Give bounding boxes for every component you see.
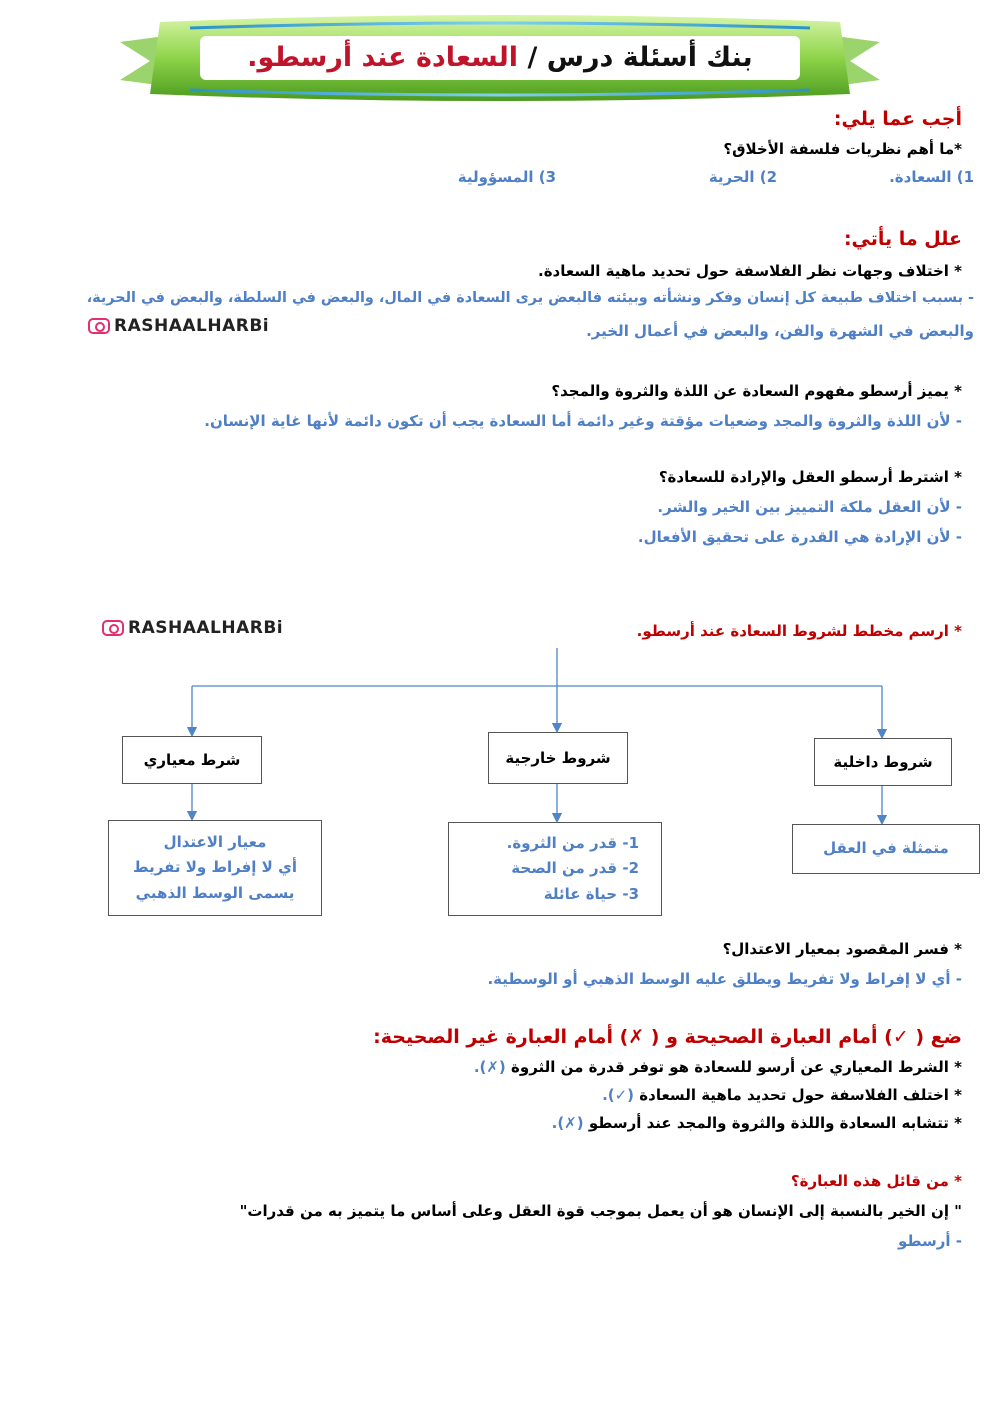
quote-text: " إن الخير بالنسبة إلى الإنسان هو أن يعمل بموجب قوة العقل وعلى أساس ما يتميز به من قدرات" bbox=[239, 1202, 962, 1220]
diagram-prompt: * ارسم مخطط لشروط السعادة عند أرسطو. bbox=[636, 622, 962, 640]
internal-description: متمثلة في العقل bbox=[792, 824, 980, 874]
reason-answer-1-line2: والبعض في الشهرة والفن، والبعض في أعمال الخير. bbox=[586, 322, 974, 340]
section2-heading: علل ما يأتي: bbox=[843, 228, 962, 250]
section1-question: *ما أهم نظريات فلسفة الأخلاق؟ bbox=[723, 140, 962, 158]
reason-question-3: * اشترط أرسطو العقل والإرادة للسعادة؟ bbox=[658, 468, 962, 486]
option-2: 2) الحرية bbox=[708, 168, 777, 186]
true-false-heading: ضع ( ✓) أمام العبارة الصحيحة و ( ✗) أمام العبارة غير الصحيحة: bbox=[373, 1026, 962, 1048]
mark-wrong-icon: (✗). bbox=[473, 1058, 506, 1076]
option-3: 3) المسؤولية bbox=[457, 168, 556, 186]
external-item-2: 2- قدر من الصحة bbox=[511, 859, 639, 878]
title-part2: السعادة عند أرسطو. bbox=[247, 42, 519, 73]
condition-standard: شرط معياري bbox=[122, 736, 262, 784]
reason-answer-3-line2: - لأن الإرادة هي القدرة على تحقيق الأفعال. bbox=[637, 528, 962, 546]
reason-question-1: * اختلاف وجهات نظر الفلاسفة حول تحديد ماهية السعادة. bbox=[538, 262, 962, 280]
reason-question-2: * يميز أرسطو مفهوم السعادة عن اللذة والثروة والمجد؟ bbox=[551, 382, 962, 400]
explain-question: * فسر المقصود بمعيار الاعتدال؟ bbox=[722, 940, 962, 958]
watermark-2: RASHAALHARBi bbox=[102, 618, 283, 638]
true-false-item-3: * تتشابه السعادة واللذة والثروة والمجد عند أرسطو (✗). bbox=[551, 1114, 962, 1132]
section1-heading: أجب عما يلي: bbox=[833, 108, 962, 130]
standard-line-3: يسمى الوسط الذهبي bbox=[135, 883, 295, 902]
external-item-3: 3- حياة عائلة bbox=[543, 884, 639, 903]
condition-internal: شروط داخلية bbox=[814, 738, 952, 786]
true-false-item-2: * اختلف الفلاسفة حول تحديد ماهية السعادة (✓). bbox=[602, 1086, 962, 1104]
mark-wrong-icon: (✗). bbox=[551, 1114, 584, 1132]
mark-correct-icon: (✓). bbox=[602, 1086, 635, 1104]
reason-answer-1-line1: - بسبب اختلاف طبيعة كل إنسان وفكر ونشأته وبيئته فالبعض يرى السعادة في المال، والبعض في السلطة، والبعض في الحرية، bbox=[86, 290, 974, 306]
external-description bbox=[448, 822, 662, 916]
explain-answer: - أي لا إفراط ولا تفريط ويطلق عليه الوسط الذهبي أو الوسطية. bbox=[487, 970, 962, 988]
reason-answer-3-line1: - لأن العقل ملكة التمييز بين الخير والشر. bbox=[657, 498, 962, 516]
standard-line-2: أي لا إفراط ولا تفريط bbox=[133, 858, 297, 877]
option-1: 1) السعادة. bbox=[889, 168, 974, 186]
true-false-item-1: * الشرط المعياري عن أرسو للسعادة هو توفر قدرة من الثروة (✗). bbox=[473, 1058, 962, 1076]
condition-external: شروط خارجية bbox=[488, 732, 628, 784]
quote-answer: - أرسطو bbox=[898, 1232, 962, 1250]
title-part1: بنك أسئلة درس / bbox=[527, 42, 753, 73]
standard-line-1: معيار الاعتدال bbox=[163, 832, 267, 851]
external-item-1: 1- قدر من الثروة. bbox=[506, 833, 639, 852]
reason-answer-2: - لأن اللذة والثروة والمجد وضعيات مؤقتة وغير دائمة أما السعادة يجب أن تكون دائمة لأنها غاية الإنسان. bbox=[204, 412, 962, 430]
watermark: RASHAALHARBi bbox=[88, 316, 269, 336]
quote-question: * من قائل هذه العبارة؟ bbox=[790, 1172, 962, 1190]
standard-description bbox=[108, 820, 322, 916]
